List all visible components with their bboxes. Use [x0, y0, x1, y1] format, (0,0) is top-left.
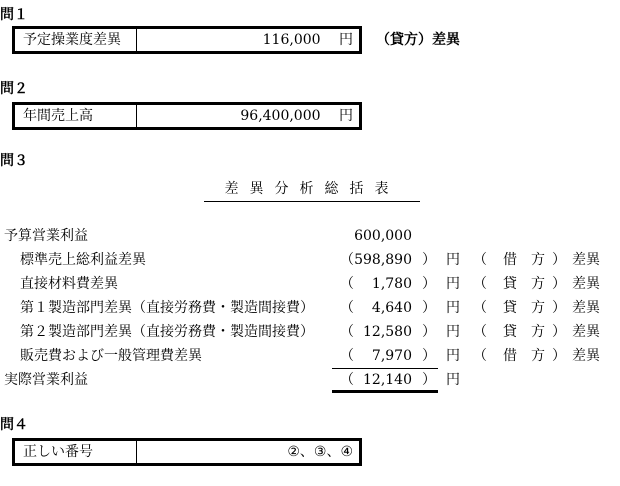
yen-unit: 円 — [446, 300, 460, 316]
q3-heading: 問３ — [0, 153, 28, 169]
variance-suffix: 差異 — [572, 276, 600, 292]
q2-answer-box — [12, 102, 362, 130]
side-close-paren: ） — [552, 252, 566, 268]
open-paren: （ — [340, 348, 354, 364]
q1-heading: 問１ — [0, 7, 28, 23]
variance-label: 直接材料費差異 — [20, 276, 118, 292]
q2-value: 96,400,000 — [240, 108, 321, 124]
close-paren: ） — [422, 348, 436, 364]
actual-value[interactable]: 12,140 — [363, 372, 412, 388]
summary-table-title: 差異分析総括表 — [204, 178, 420, 202]
side-kanji[interactable]: 借 — [503, 252, 517, 268]
variance-row — [0, 320, 620, 344]
open-paren: （ — [340, 252, 354, 268]
side-open-paren: （ — [473, 276, 487, 292]
q1-answer-box — [12, 26, 362, 54]
variance-suffix: 差異 — [572, 300, 600, 316]
kata-kanji: 方 — [531, 324, 545, 340]
side-close-paren: ） — [552, 324, 566, 340]
variance-label: 第１製造部門差異（直接労務費・製造間接費） — [20, 300, 314, 316]
variance-value[interactable]: 598,890 — [354, 252, 412, 268]
variance-value[interactable]: 4,640 — [371, 300, 412, 316]
side-kanji[interactable]: 貸 — [503, 300, 517, 316]
actual-open-paren: （ — [340, 372, 354, 388]
yen-unit: 円 — [446, 276, 460, 292]
q1-unit: 円 — [339, 32, 353, 48]
q2-label: 年間売上高 — [15, 105, 137, 127]
side-open-paren: （ — [473, 348, 487, 364]
q4-value[interactable]: ②、③、④ — [287, 444, 353, 460]
budget-row — [0, 224, 620, 248]
q1-value: 116,000 — [262, 32, 321, 48]
variance-value[interactable]: 1,780 — [371, 276, 412, 292]
close-paren: ） — [422, 300, 436, 316]
variance-label: 第２製造部門差異（直接労務費・製造間接費） — [20, 324, 314, 340]
budget-value: 600,000 — [354, 228, 412, 244]
variance-value[interactable]: 7,970 — [371, 348, 412, 364]
variance-row — [0, 296, 620, 320]
actual-close-paren: ） — [422, 372, 436, 388]
yen-unit: 円 — [446, 252, 460, 268]
q1-label: 予定操業度差異 — [15, 29, 137, 51]
open-paren: （ — [340, 324, 354, 340]
kata-kanji: 方 — [531, 276, 545, 292]
double-underline — [332, 390, 438, 393]
kata-kanji: 方 — [531, 252, 545, 268]
variance-row — [0, 248, 620, 272]
kata-kanji: 方 — [531, 348, 545, 364]
open-paren: （ — [340, 300, 354, 316]
side-open-paren: （ — [473, 252, 487, 268]
side-close-paren: ） — [552, 300, 566, 316]
close-paren: ） — [422, 276, 436, 292]
side-close-paren: ） — [552, 348, 566, 364]
side-kanji[interactable]: 借 — [503, 348, 517, 364]
side-open-paren: （ — [473, 324, 487, 340]
q4-heading: 問４ — [0, 417, 28, 433]
q2-value-cell[interactable] — [137, 105, 359, 127]
actual-row — [0, 368, 620, 392]
budget-label: 予算営業利益 — [4, 228, 88, 244]
variance-label: 標準売上総利益差異 — [20, 252, 146, 268]
q4-label: 正しい番号 — [15, 441, 137, 463]
variance-label: 販売費および一般管理費差異 — [20, 348, 202, 364]
variance-suffix: 差異 — [572, 324, 600, 340]
q1-note: （貸方）差異 — [376, 32, 460, 48]
q4-answer-box — [12, 438, 362, 466]
yen-unit: 円 — [446, 324, 460, 340]
variance-suffix: 差異 — [572, 348, 600, 364]
q2-heading: 問２ — [0, 81, 28, 97]
side-open-paren: （ — [473, 300, 487, 316]
close-paren: ） — [422, 324, 436, 340]
variance-suffix: 差異 — [572, 252, 600, 268]
actual-label: 実際営業利益 — [4, 372, 88, 388]
actual-unit: 円 — [446, 372, 460, 388]
open-paren: （ — [340, 276, 354, 292]
variance-row — [0, 344, 620, 368]
variance-value[interactable]: 12,580 — [363, 324, 412, 340]
q2-unit: 円 — [339, 108, 353, 124]
sum-rule — [332, 368, 438, 369]
close-paren: ） — [422, 252, 436, 268]
yen-unit: 円 — [446, 348, 460, 364]
variance-row — [0, 272, 620, 296]
side-kanji[interactable]: 貸 — [503, 276, 517, 292]
side-kanji[interactable]: 貸 — [503, 324, 517, 340]
side-close-paren: ） — [552, 276, 566, 292]
q1-value-cell[interactable] — [137, 29, 359, 51]
kata-kanji: 方 — [531, 300, 545, 316]
